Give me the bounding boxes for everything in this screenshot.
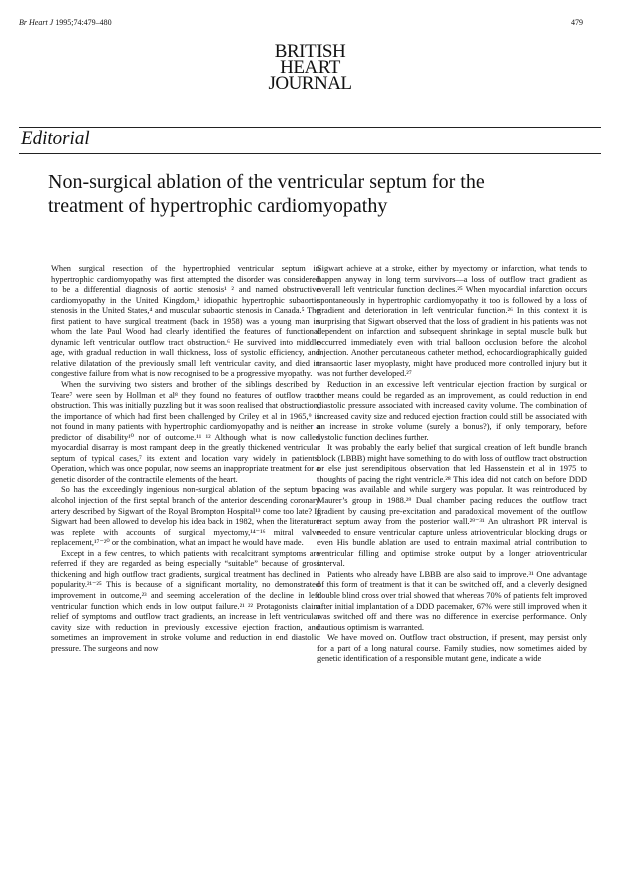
journal-logo <box>255 41 365 94</box>
journal-abbrev: Br Heart J <box>19 18 54 27</box>
section-rule-top <box>19 127 601 128</box>
left-column <box>51 264 320 654</box>
paragraph: When surgical resection of the hypertrophied ventricular septum in hypertrophic cardiomyopathy was first attempted the disorder was considered to be a differential diagnosis of aortic stenosis¹ ² and named obstructive cardiomyopathy in the United Kingdom,³ idiopathic hypertrophic subaortic stenosis in the United States,⁴ and muscular subaortic stenosis in Canada.⁵ The first patient to have surgical treatment (back in 1958) was a young man in whom the late Paul Wood had clearly identified the features of functional dynamic left ventricular outflow tract obstruction.⁶ He survived into middle age, with gradual reduction in wall thickness, loss of systolic efficiency, and relative dilatation of the previously small left ventricular cavity, and died in congestive failure from what is now recognised to be a progressive myopathy. <box>51 264 320 379</box>
title-line-2: treatment of hypertrophic cardiomyopathy <box>48 195 388 217</box>
paragraph: We have moved on. Outflow tract obstruction, if present, may persist only for a part of a long natural course. Family studies, now sometimes aided by genetic identification of a responsible mutant gene, indicate a wide <box>317 633 587 664</box>
paragraph: So has the exceedingly ingenious non-surgical ablation of the septum by alcohol injection of the first septal branch of the anterior descending coronary artery described by Sigwart of the Royal Brompton Hospital¹³ come too late? If Sigwart had been allowed to develop his idea back in 1982, when the literature was replete with accounts of surgical myectomy,¹⁴⁻¹⁶ mitral valve replacement,¹⁷⁻²⁰ or the combination, what an impact he would have made. <box>51 485 320 548</box>
title-line-1: Non-surgical ablation of the ventricular septum for the <box>48 171 485 193</box>
paragraph: When the surviving two sisters and brother of the siblings described by Teare⁷ were seen by Hollman et al⁸ they found no features of outflow tract obstruction. This was initially puzzling but it was soon realised that obstruction, the importance of which had first been challenged by Criley et al in 1965,⁹ is not found in many patients with hypertrophic cardiomyopathy and is neither a predictor of disability¹⁰ nor of outcome.¹¹ ¹² Although what is now called myocardial disarray is most rampant deep in the greatly thickened ventricular septum of typical cases,⁷ its extent and location vary widely in patients. Operation, which was once popular, now seems an inappropriate treatment for a genetic disorder of the contractile elements of the heart. <box>51 380 320 484</box>
paragraph: Reduction in an excessive left ventricular ejection fraction by surgical or other means could be regarded as an improvement, as could reduction in end diastolic pressure associated with increased cavity volume. The combination of increased cavity size and reduced ejection fraction could still be associated with an increase in stroke volume (surely a bonus?), if only temporary, before systolic function declines further. <box>317 380 587 442</box>
paragraph: Except in a few centres, to which patients with recalcitrant symptoms are referred if they are regarded as being especially “suitable” because of gross thickening and high outflow tract gradients, surgical treatment has declined in popularity.²¹⁻²⁵ This is because of a significant mortality, no demonstrated improvement in outcome,²³ and seeming acceleration of the decline in left ventricular function which ends in low output failure.²¹ ²² Protagonists claim relief of symptoms and outflow tract gradients, an increase in left ventricular cavity size with reduction in previously excessive ejection fraction, and sometimes an improvement in stroke volume and reduction in end diastolic pressure. The surgeons and now <box>51 548 320 653</box>
section-label: Editorial <box>21 128 90 149</box>
section-rule-bottom <box>19 153 601 154</box>
paragraph: Patients who already have LBBB are also said to improve.³¹ One advantage of this form of treatment is that it can be switched off, and a cleverly designed double blind cross over trial showed that whereas 70% of patients felt improved after initial implantation of a DDD pacemaker, 67% were still improved when it was switched off and there was no difference in exercise performance. Only cautious optimism is warranted. <box>317 569 587 632</box>
journal-citation <box>19 18 112 27</box>
page-number: 479 <box>571 18 583 27</box>
volume-info: 1995;74:479–480 <box>53 18 112 27</box>
right-column <box>317 264 587 665</box>
paragraph: Sigwart achieve at a stroke, either by myectomy or infarction, what tends to happen anyway in long term survivors—a loss of outflow tract gradient as overall left ventricular function declines.²⁵ When myocardial infarction occurs spontaneously in hypertrophic cardiomyopathy it too is followed by a loss of gradient and deterioration in left ventricular function.²⁶ In this context it is surprising that Sigwart observed that the loss of gradient in his patients was not dependent on infarction and subsequent shrinkage in septal muscle bulk but occurred immediately even with trial balloon occlusion before the alcohol injection. Another percutaneous catheter method, echocardiographically guided transaortic laser myoplasty, might have produced more controlled injury but it was not further developed.²⁷ <box>317 264 587 379</box>
logo-line-heart: HEART <box>280 57 340 78</box>
paragraph: It was probably the early belief that surgical creation of left bundle branch block (LBBB) might have something to do with loss of outflow tract obstruction or else just serendipitous observation that led Hassenstein et al in 1975 to thoughts of pacing the right ventricle.²⁸ This idea did not catch on before DDD pacing was available and while surgery was popular. It was reintroduced by Maurer’s group in 1988.²⁹ Dual chamber pacing reduces the outflow tract gradient by causing pre-excitation and paradoxical movement of the outflow tract septum away from the posterior wall.²⁹⁻³¹ An ultrashort PR interval is needed to ensure ventricular capture unless atrioventricular blocking drugs or even His bundle ablation are used to entrain maximal atrial contribution to ventricular filling and optimise stroke output by a longer atrioventricular interval. <box>317 443 587 569</box>
article-title <box>48 170 568 218</box>
logo-line-journal: JOURNAL <box>268 73 352 94</box>
logo-line-british: BRITISH <box>274 41 346 62</box>
